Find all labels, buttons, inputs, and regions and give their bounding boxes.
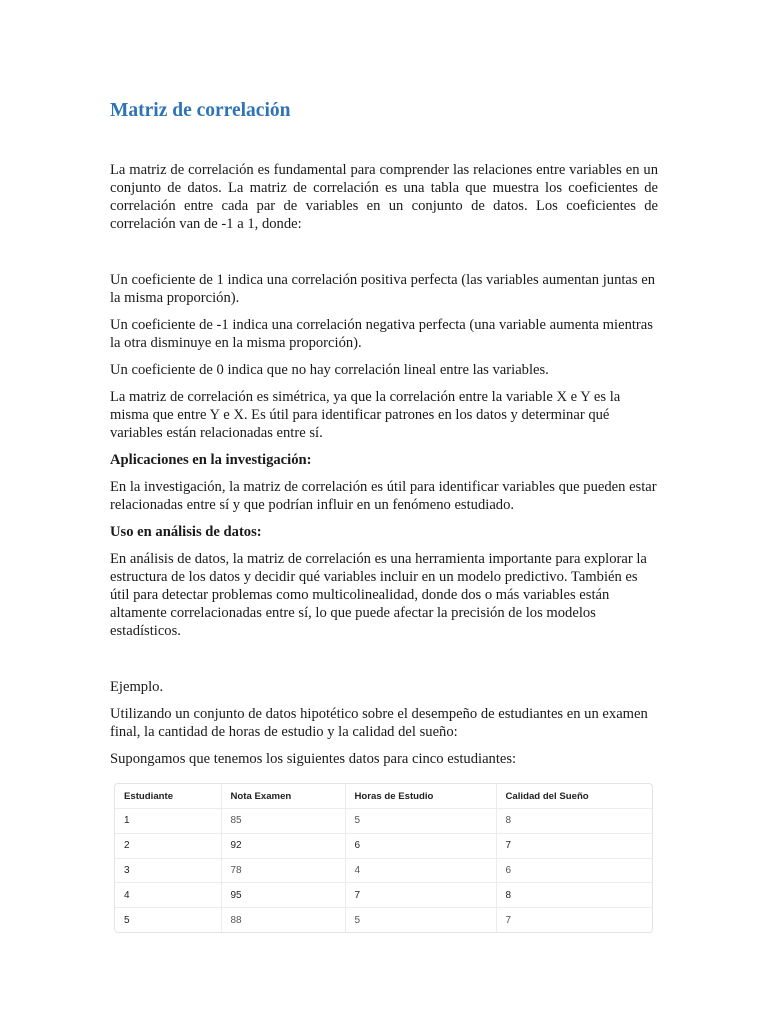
table-cell: 5 <box>115 908 221 932</box>
intro-paragraph: La matriz de correlación es fundamental para comprender las relaciones entre variables en un conjunto de datos. La matriz de correlación es una tabla que muestra los coeficientes de correlación entre cada par de variables en un conjunto de datos. Los coeficientes de correlación van de -1 a 1, donde: <box>110 162 658 232</box>
analysis-heading: Uso en análisis de datos: <box>110 524 262 540</box>
table-cell: 88 <box>221 908 345 932</box>
table-cell: 6 <box>345 833 496 858</box>
table-cell: 6 <box>496 858 652 883</box>
header-cell: Horas de Estudio <box>345 784 496 809</box>
example-description: Utilizando un conjunto de datos hipotético sobre el desempeño de estudiantes en un examen final, la cantidad de horas de estudio y la calidad del sueño: <box>110 706 648 740</box>
header-cell: Calidad del Sueño <box>496 784 652 809</box>
table-cell: 78 <box>221 858 345 883</box>
table-cell: 3 <box>115 858 221 883</box>
point-zero: Un coeficiente de 0 indica que no hay correlación lineal entre las variables. <box>110 362 549 378</box>
table-cell: 8 <box>496 809 652 834</box>
research-paragraph: En la investigación, la matriz de correlación es útil para identificar variables que pueden estar relacionadas entre sí y que podrían influir en un fenómeno estudiado. <box>110 479 657 513</box>
example-label: Ejemplo. <box>110 679 164 695</box>
header-cell: Nota Examen <box>221 784 345 809</box>
student-data-table <box>115 784 652 932</box>
table-cell: 92 <box>221 833 345 858</box>
table-cell: 8 <box>496 883 652 908</box>
table-cell: 4 <box>115 883 221 908</box>
table-cell: 4 <box>345 858 496 883</box>
document-body <box>110 98 658 777</box>
table-cell: 7 <box>496 833 652 858</box>
point-positive: Un coeficiente de 1 indica una correlación positiva perfecta (las variables aumentan juntas en la misma proporción). <box>110 272 655 306</box>
table-row <box>115 858 652 883</box>
example-lead: Supongamos que tenemos los siguientes datos para cinco estudiantes: <box>110 751 517 767</box>
table-cell: 5 <box>345 908 496 932</box>
table-row <box>115 908 652 932</box>
table-cell: 5 <box>345 809 496 834</box>
table-row <box>115 809 652 834</box>
data-table-container <box>114 783 653 933</box>
table-cell: 95 <box>221 883 345 908</box>
table-cell: 85 <box>221 809 345 834</box>
point-symmetric: La matriz de correlación es simétrica, ya que la correlación entre la variable X e Y es la misma que entre Y e X. Es útil para identificar patrones en los datos y determinar qué variables están relacionadas entre sí. <box>110 389 621 441</box>
research-heading: Aplicaciones en la investigación: <box>110 452 312 468</box>
analysis-paragraph: En análisis de datos, la matriz de correlación es una herramienta importante para explorar la estructura de los datos y decidir qué variables incluir en un modelo predictivo. También es útil para detectar problemas como multicolinealidad, donde dos o más variables están altamente correlacionadas entre sí, lo que puede afectar la precisión de los modelos estadísticos. <box>110 551 647 639</box>
table-cell: 7 <box>345 883 496 908</box>
page-title: Matriz de correlación <box>110 100 291 121</box>
table-header-row <box>115 784 652 809</box>
table-row <box>115 833 652 858</box>
table-cell: 7 <box>505 914 512 926</box>
table-row <box>115 883 652 908</box>
point-negative: Un coeficiente de -1 indica una correlación negativa perfecta (una variable aumenta mientras la otra disminuye en la misma proporción). <box>110 317 653 351</box>
table-cell: 1 <box>115 809 221 834</box>
header-cell: Estudiante <box>115 784 221 809</box>
table-cell: 2 <box>115 833 221 858</box>
